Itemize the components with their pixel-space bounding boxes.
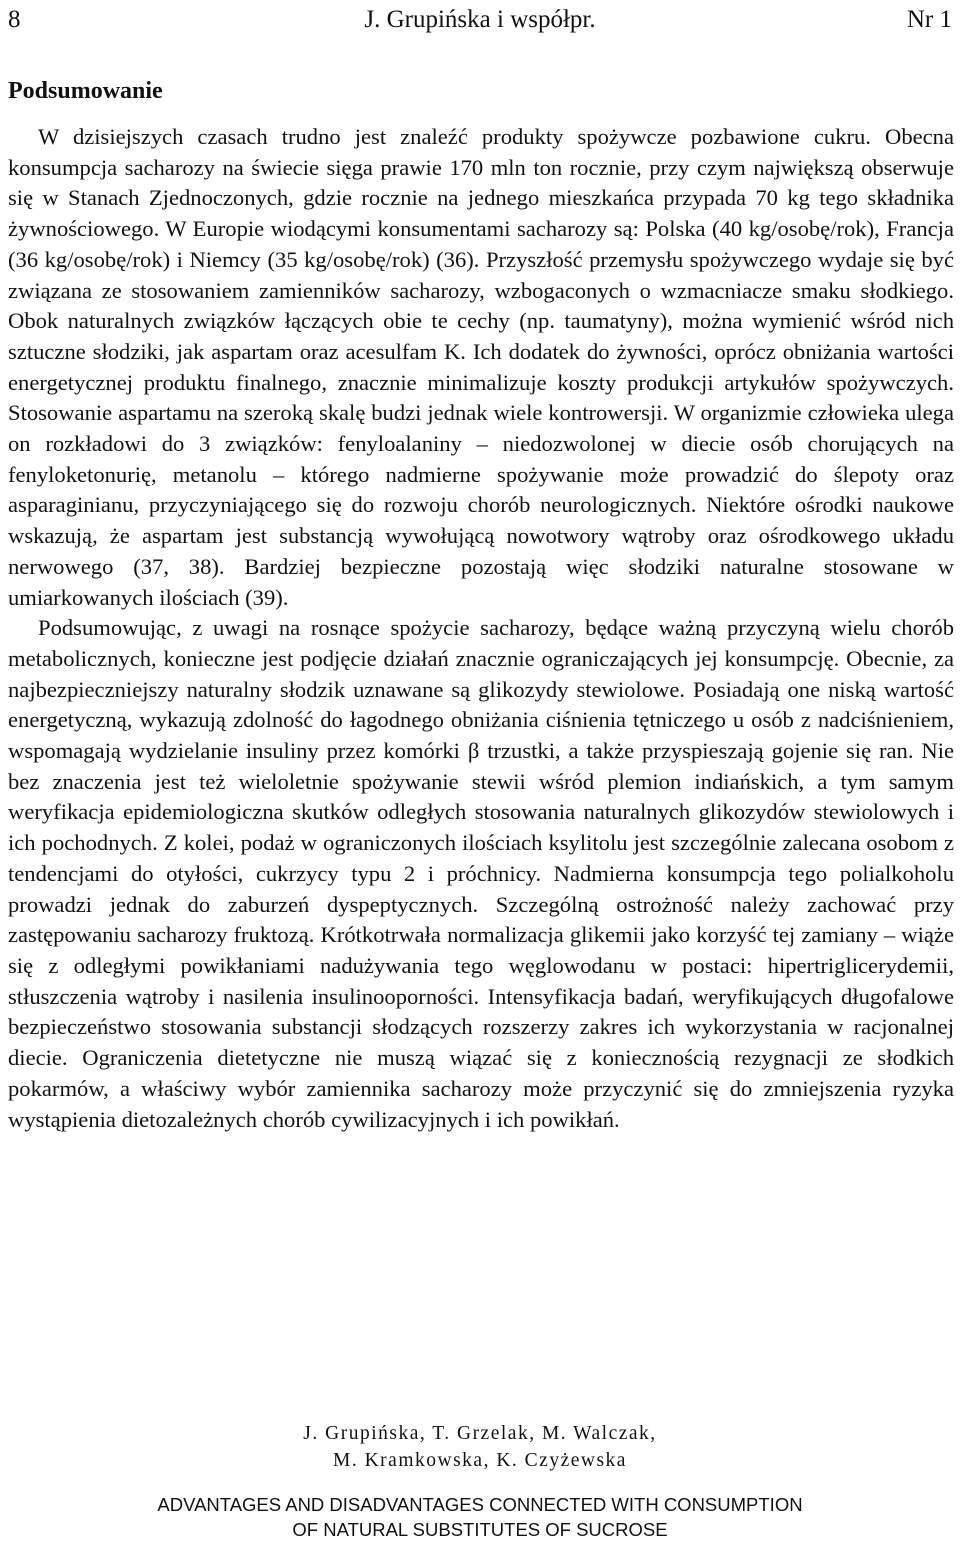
running-title: J. Grupińska i współpr. <box>364 6 596 33</box>
page-number: 8 <box>8 6 21 33</box>
english-title <box>0 1492 960 1542</box>
english-title-line-1: ADVANTAGES AND DISADVANTAGES CONNECTED WITH CONSUMPTION <box>157 1494 803 1515</box>
section-heading: Podsumowanie <box>8 78 163 104</box>
authors-line-1: J. Grupińska, T. Grzelak, M. Walczak, <box>303 1423 657 1444</box>
page-header <box>8 6 952 40</box>
paragraph-1: W dzisiejszych czasach trudno jest znaleźć produkty spożywcze pozbawione cukru. Obecna konsumpcja sacharozy na świecie sięga prawie 170 mln ton rocznie, przy czym największą obserwuje się w Stanach Zjednoczonych, gdzie rocznie na jednego mieszkańca przypada 70 kg tego składnika żywnościowego. W Europie wiodącymi konsumentami sacharozy są: Polska (40 kg/osobę/rok), Francja (36 kg/osobę/rok) i Niemcy (35 kg/osobę/rok) (36). Przyszłość przemysłu spożywczego wydaje się być związana ze stosowaniem zamienników sacharozy, wzbogaconych o wzmacniacze smaku słodkiego. Obok naturalnych związków łączących obie te cechy (np. taumatyny), można wymienić wśród nich sztuczne słodziki, jak aspartam oraz acesulfam K. Ich dodatek do żywności, oprócz obniżania wartości energetycznej produktu finalnego, znacznie minimalizuje koszty produkcji artykułów spożywczych. Stosowanie aspartamu na szeroką skalę budzi jednak wiele kontrowersji. W organizmie człowieka ulega on rozkładowi do 3 związków: fenyloalaniny – niedozwolonej w diecie osób chorujących na fenyloketonurię, metanolu – którego nadmierne spożywanie może prowadzić do ślepoty oraz asparaginianu, przyczyniającego się do rozwoju chorób neurologicznych. Niektóre ośrodki naukowe wskazują, że aspartam jest substancją wywołującą nowotwory wątroby oraz ośrodkowego układu nerwowego (37, 38). Bardziej bezpieczne pozostają więc słodziki naturalne stosowane w umiarkowanych ilościach (39). <box>8 124 954 610</box>
english-title-line-2: OF NATURAL SUBSTITUTES OF SUCROSE <box>292 1519 668 1540</box>
issue-number: Nr 1 <box>906 6 952 33</box>
section-body <box>8 122 954 1135</box>
authors-block <box>0 1420 960 1474</box>
paragraph-2: Podsumowując, z uwagi na rosnące spożycie sacharozy, będące ważną przyczyną wielu chorób metabolicznych, konieczne jest podjęcie działań znacznie ograniczających jej konsumpcję. Obecnie, za najbezpieczniejszy naturalny słodzik uznawane są glikozydy stewiolowe. Posiadają one niską wartość energetyczną, wykazują zdolność do łagodnego obniżania ciśnienia tętniczego u osób z nadciśnieniem, wspomagają wydzielanie insuliny przez komórki β trzustki, a także przyspieszają gojenie się ran. Nie bez znaczenia jest też wieloletnie spożywanie stewii wśród plemion indiańskich, a tym samym weryfikacja epidemiologiczna skutków odległych stosowania naturalnych glikozydów stewiolowych i ich pochodnych. Z kolei, podaż w ograniczonych ilościach ksylitolu jest szczególnie zalecana osobom z tendencjami do otyłości, cukrzycy typu 2 i próchnicy. Nadmierna konsumpcja tego polialkoholu prowadzi jednak do zaburzeń dyspeptycznych. Szczególną ostrożność należy zachować przy zastępowaniu sacharozy fruktozą. Krótkotrwała normalizacja glikemii jako korzyść tej zamiany – wiąże się z odległymi powikłaniami nadużywania tego węglowodanu w postaci: hipertriglicerydemii, stłuszczenia wątroby i nasilenia insulinooporności. Intensyfikacja badań, weryfikujących długofalowe bezpieczeństwo stosowania substancji słodzących rozszerzy zakres ich wykorzystania w racjonalnej diecie. Ograniczenia dietetyczne nie muszą wiązać się z koniecznością rezygnacji ze słodkich pokarmów, a właściwy wybór zamiennika sacharozy może przyczynić się do zmniejszenia ryzyka wystąpienia dietozależnych chorób cywilizacyjnych i ich powikłań. <box>8 615 954 1132</box>
authors-line-2: M. Kramkowska, K. Czyżewska <box>333 1450 627 1471</box>
